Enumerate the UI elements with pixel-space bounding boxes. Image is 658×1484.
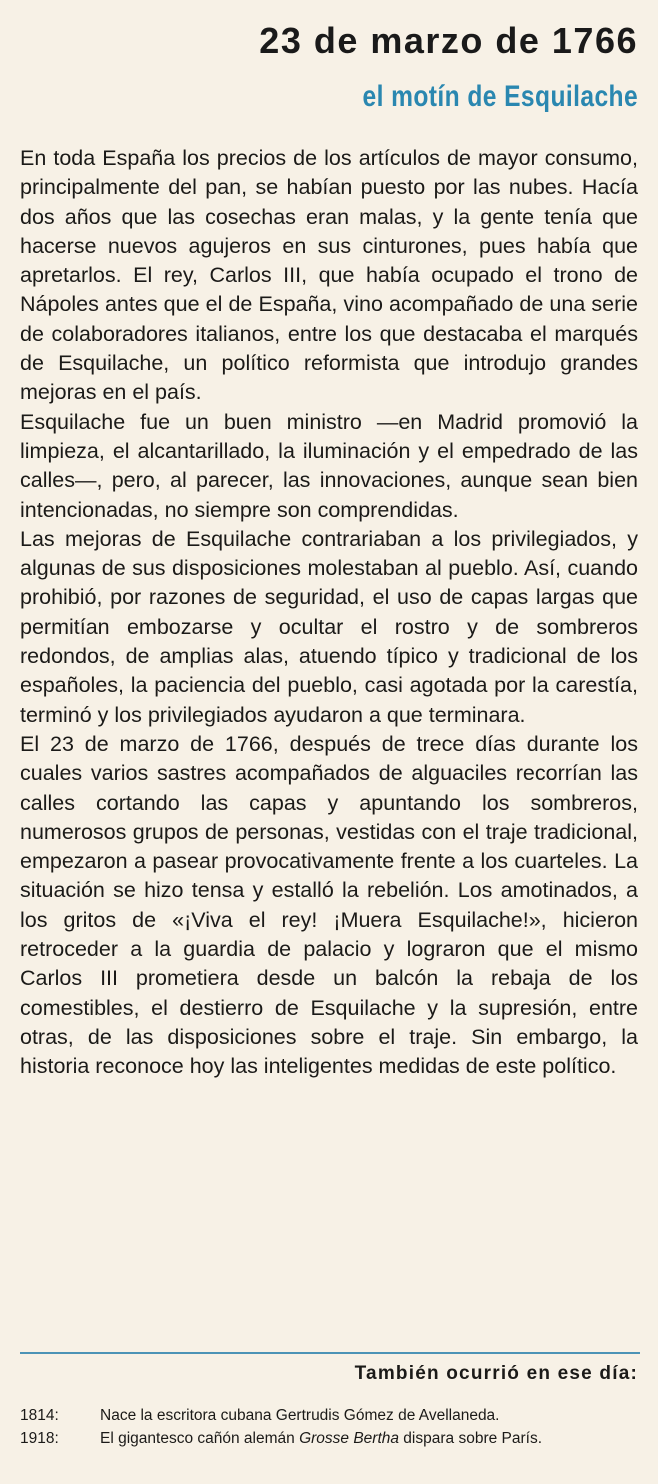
event-year: 1918: [20,1430,59,1447]
list-item [20,1428,640,1449]
section-divider [20,1352,640,1354]
event-text [100,1428,640,1449]
event-text-italic: Grosse Bertha [299,1430,399,1447]
page-title: 23 de marzo de 1766 [259,20,638,61]
article-paragraph-3: Las mejoras de Esquilache contrariaban a los privilegiados, y algunas de sus disposiciones molestaban al pueblo. Así, cuando prohibió, por razones de seguridad, el uso de capas largas que permitían embozarse y ocultar el rostro y de sombreros redondos, de amplias alas, atuendo típico y tradicional de los españoles, la paciencia del pueblo, casi agotada por la carestía, terminó y los privilegiados ayudaron a que terminara. [20,526,638,727]
page-subtitle: el motín de Esquilache [362,80,638,113]
events-list [20,1405,640,1451]
event-text [100,1405,640,1426]
event-text-part: El gigantesco cañón alemán [100,1430,300,1447]
article-paragraph-1: En toda España los precios de los artículos de mayor consumo, principalmente del pan, se habían puesto por las nubes. Hacía dos años que las cosechas eran malas, y la gente tenía que hacerse nuevos agujeros en sus cinturones, pues había que apretarlos. El rey, Carlos III, que había ocupado el trono de Nápoles antes que el de España, vino acompañado de una serie de colaboradores italianos, entre los que destacaba el marqués de Esquilache, un político reformista que introdujo grandes mejoras en el país. [20,146,638,405]
article-paragraph-4: El 23 de marzo de 1766, después de trece días durante los cuales varios sastres acompañados de alguaciles recorrían las calles cortando las capas y apuntando los sombreros, numerosos grupos de personas, vestidas con el traje tradicional, empezaron a pasear provocativamente frente a los cuarteles. La situación se hizo tensa y estalló la rebelión. Los amotinados, a los gritos de «¡Viva el rey! ¡Muera Esquilache!», hicieron retroceder a la guardia de palacio y lograron que el mismo Carlos III prometiera desde un balcón la rebaja de los comestibles, el destierro de Esquilache y la supresión, entre otras, de las disposiciones sobre el traje. Sin embargo, la historia reconoce hoy las inteligentes medidas de este político. [20,731,638,1079]
event-year: 1814: [20,1407,59,1424]
event-text-part: Nace la escritora cubana Gertrudis Gómez de Avellaneda. [100,1407,500,1424]
also-happened-heading: También ocurrió en ese día: [354,1363,638,1384]
article-body [20,144,638,1082]
event-text-part: dispara sobre París. [399,1430,543,1447]
article-paragraph-2: Esquilache fue un buen ministro —en Madrid promovió la limpieza, el alcantarillado, la iluminación y el empedrado de las calles—, pero, al parecer, las innovaciones, aunque sean bien intencionadas, no siempre son comprendidas. [20,409,638,522]
list-item [20,1405,640,1426]
